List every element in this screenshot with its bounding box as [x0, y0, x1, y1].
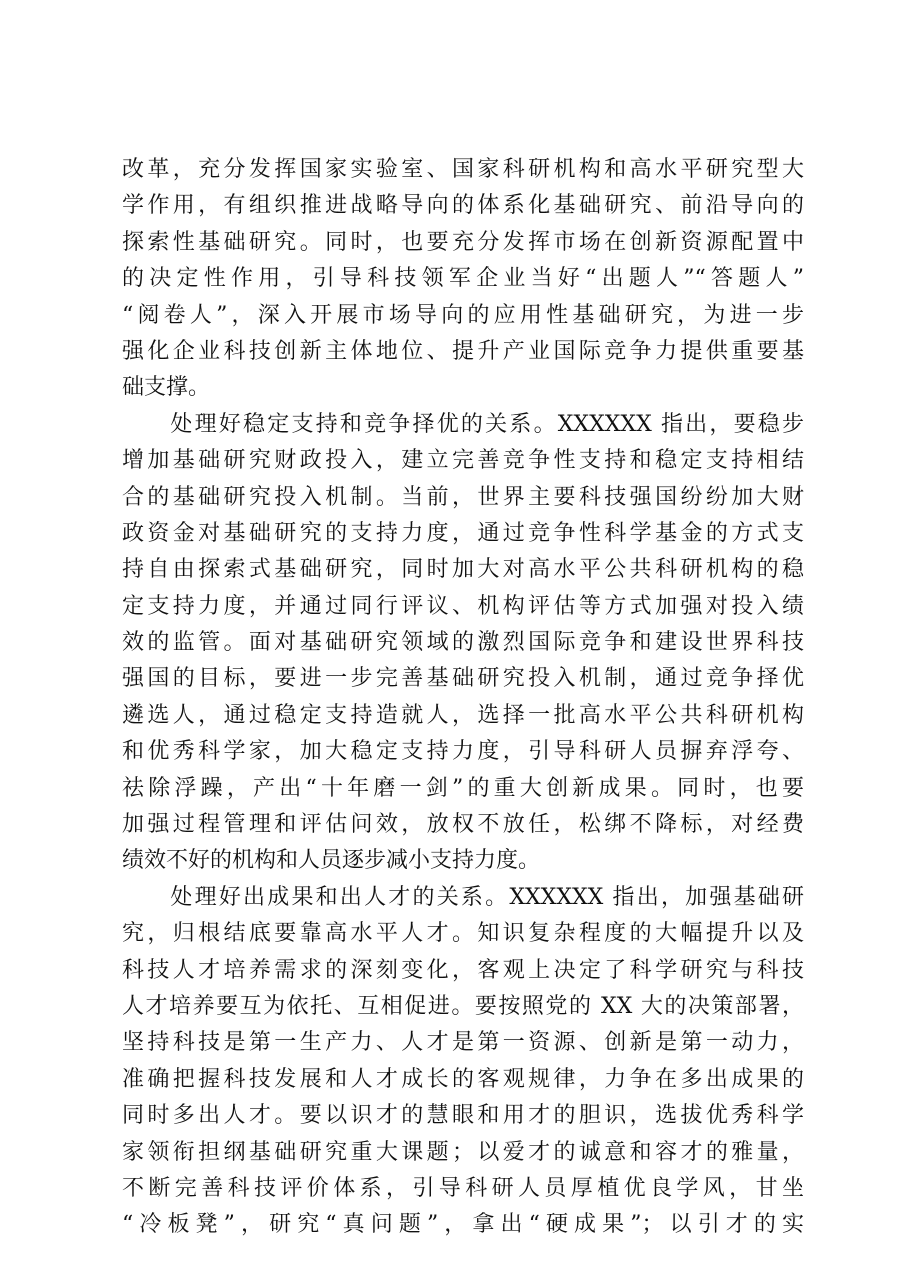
- text-line: 持自由探索式基础研究，同时加大对高水平公共科研机构的稳: [122, 557, 804, 583]
- text-line: 础支撑。: [122, 375, 211, 401]
- text-line: 不断完善科技评价体系，引导科研人员厚植优良学风，甘坐: [122, 1175, 804, 1201]
- text-line: 政资金对基础研究的支持力度，通过竞争性科学基金的方式支: [122, 520, 804, 546]
- text-line: 准确把握科技发展和人才成长的客观规律，力争在多出成果的: [122, 1066, 804, 1092]
- text-line: 的决定性作用，引导科技领军企业当好“出题人”“答题人”: [122, 266, 804, 292]
- text-line: 强化企业科技创新主体地位、提升产业国际竞争力提供重要基: [122, 338, 804, 364]
- paragraph-start-line: 处理好稳定支持和竞争择优的关系。XXXXXX 指出，要稳步: [122, 411, 804, 437]
- text-line: 强国的目标，要进一步完善基础研究投入机制，通过竞争择优: [122, 666, 804, 692]
- text-line: 科技人才培养需求的深刻变化，客观上决定了科学研究与科技: [122, 957, 804, 983]
- text-line: 增加基础研究财政投入，建立完善竞争性支持和稳定支持相结: [122, 448, 804, 474]
- text-line: 遴选人，通过稳定支持造就人，选择一批高水平公共科研机构: [122, 702, 804, 728]
- body-text: [122, 152, 804, 1244]
- text-line: 合的基础研究投入机制。当前，世界主要科技强国纷纷加大财: [122, 484, 804, 510]
- text-line: 究，归根结底要靠高水平人才。知识复杂程度的大幅提升以及: [122, 921, 804, 947]
- text-line: “阅卷人”，深入开展市场导向的应用性基础研究，为进一步: [122, 302, 804, 328]
- text-line: 同时多出人才。要以识才的慧眼和用才的胆识，选拔优秀科学: [122, 1103, 804, 1129]
- text-line: 加强过程管理和评估问效，放权不放任，松绑不降标，对经费: [122, 812, 804, 838]
- text-line: 人才培养要互为依托、互相促进。要按照党的 XX 大的决策部署，: [122, 993, 804, 1019]
- text-line: 绩效不好的机构和人员逐步减小支持力度。: [122, 848, 541, 874]
- text-line: 坚持科技是第一生产力、人才是第一资源、创新是第一动力，: [122, 1030, 804, 1056]
- text-line: 定支持力度，并通过同行评议、机构评估等方式加强对投入绩: [122, 593, 804, 619]
- text-line: 家领衔担纲基础研究重大课题；以爱才的诚意和容才的雅量，: [122, 1139, 804, 1165]
- text-line: 效的监管。面对基础研究领域的激烈国际竞争和建设世界科技: [122, 630, 804, 656]
- text-line: 改革，充分发挥国家实验室、国家科研机构和高水平研究型大: [122, 157, 804, 182]
- text-line: 学作用，有组织推进战略导向的体系化基础研究、前沿导向的: [122, 193, 804, 219]
- text-line: 和优秀科学家，加大稳定支持力度，引导科研人员摒弃浮夸、: [122, 739, 804, 765]
- text-line: 祛除浮躁，产出“十年磨一剑”的重大创新成果。同时，也要: [122, 775, 804, 801]
- text-line: “冷板凳”，研究“真问题”，拿出“硬成果”；以引才的实: [122, 1212, 804, 1238]
- paragraph-start-line: 处理好出成果和出人才的关系。XXXXXX 指出，加强基础研: [122, 884, 804, 910]
- text-line: 探索性基础研究。同时，也要充分发挥市场在创新资源配置中: [122, 229, 804, 255]
